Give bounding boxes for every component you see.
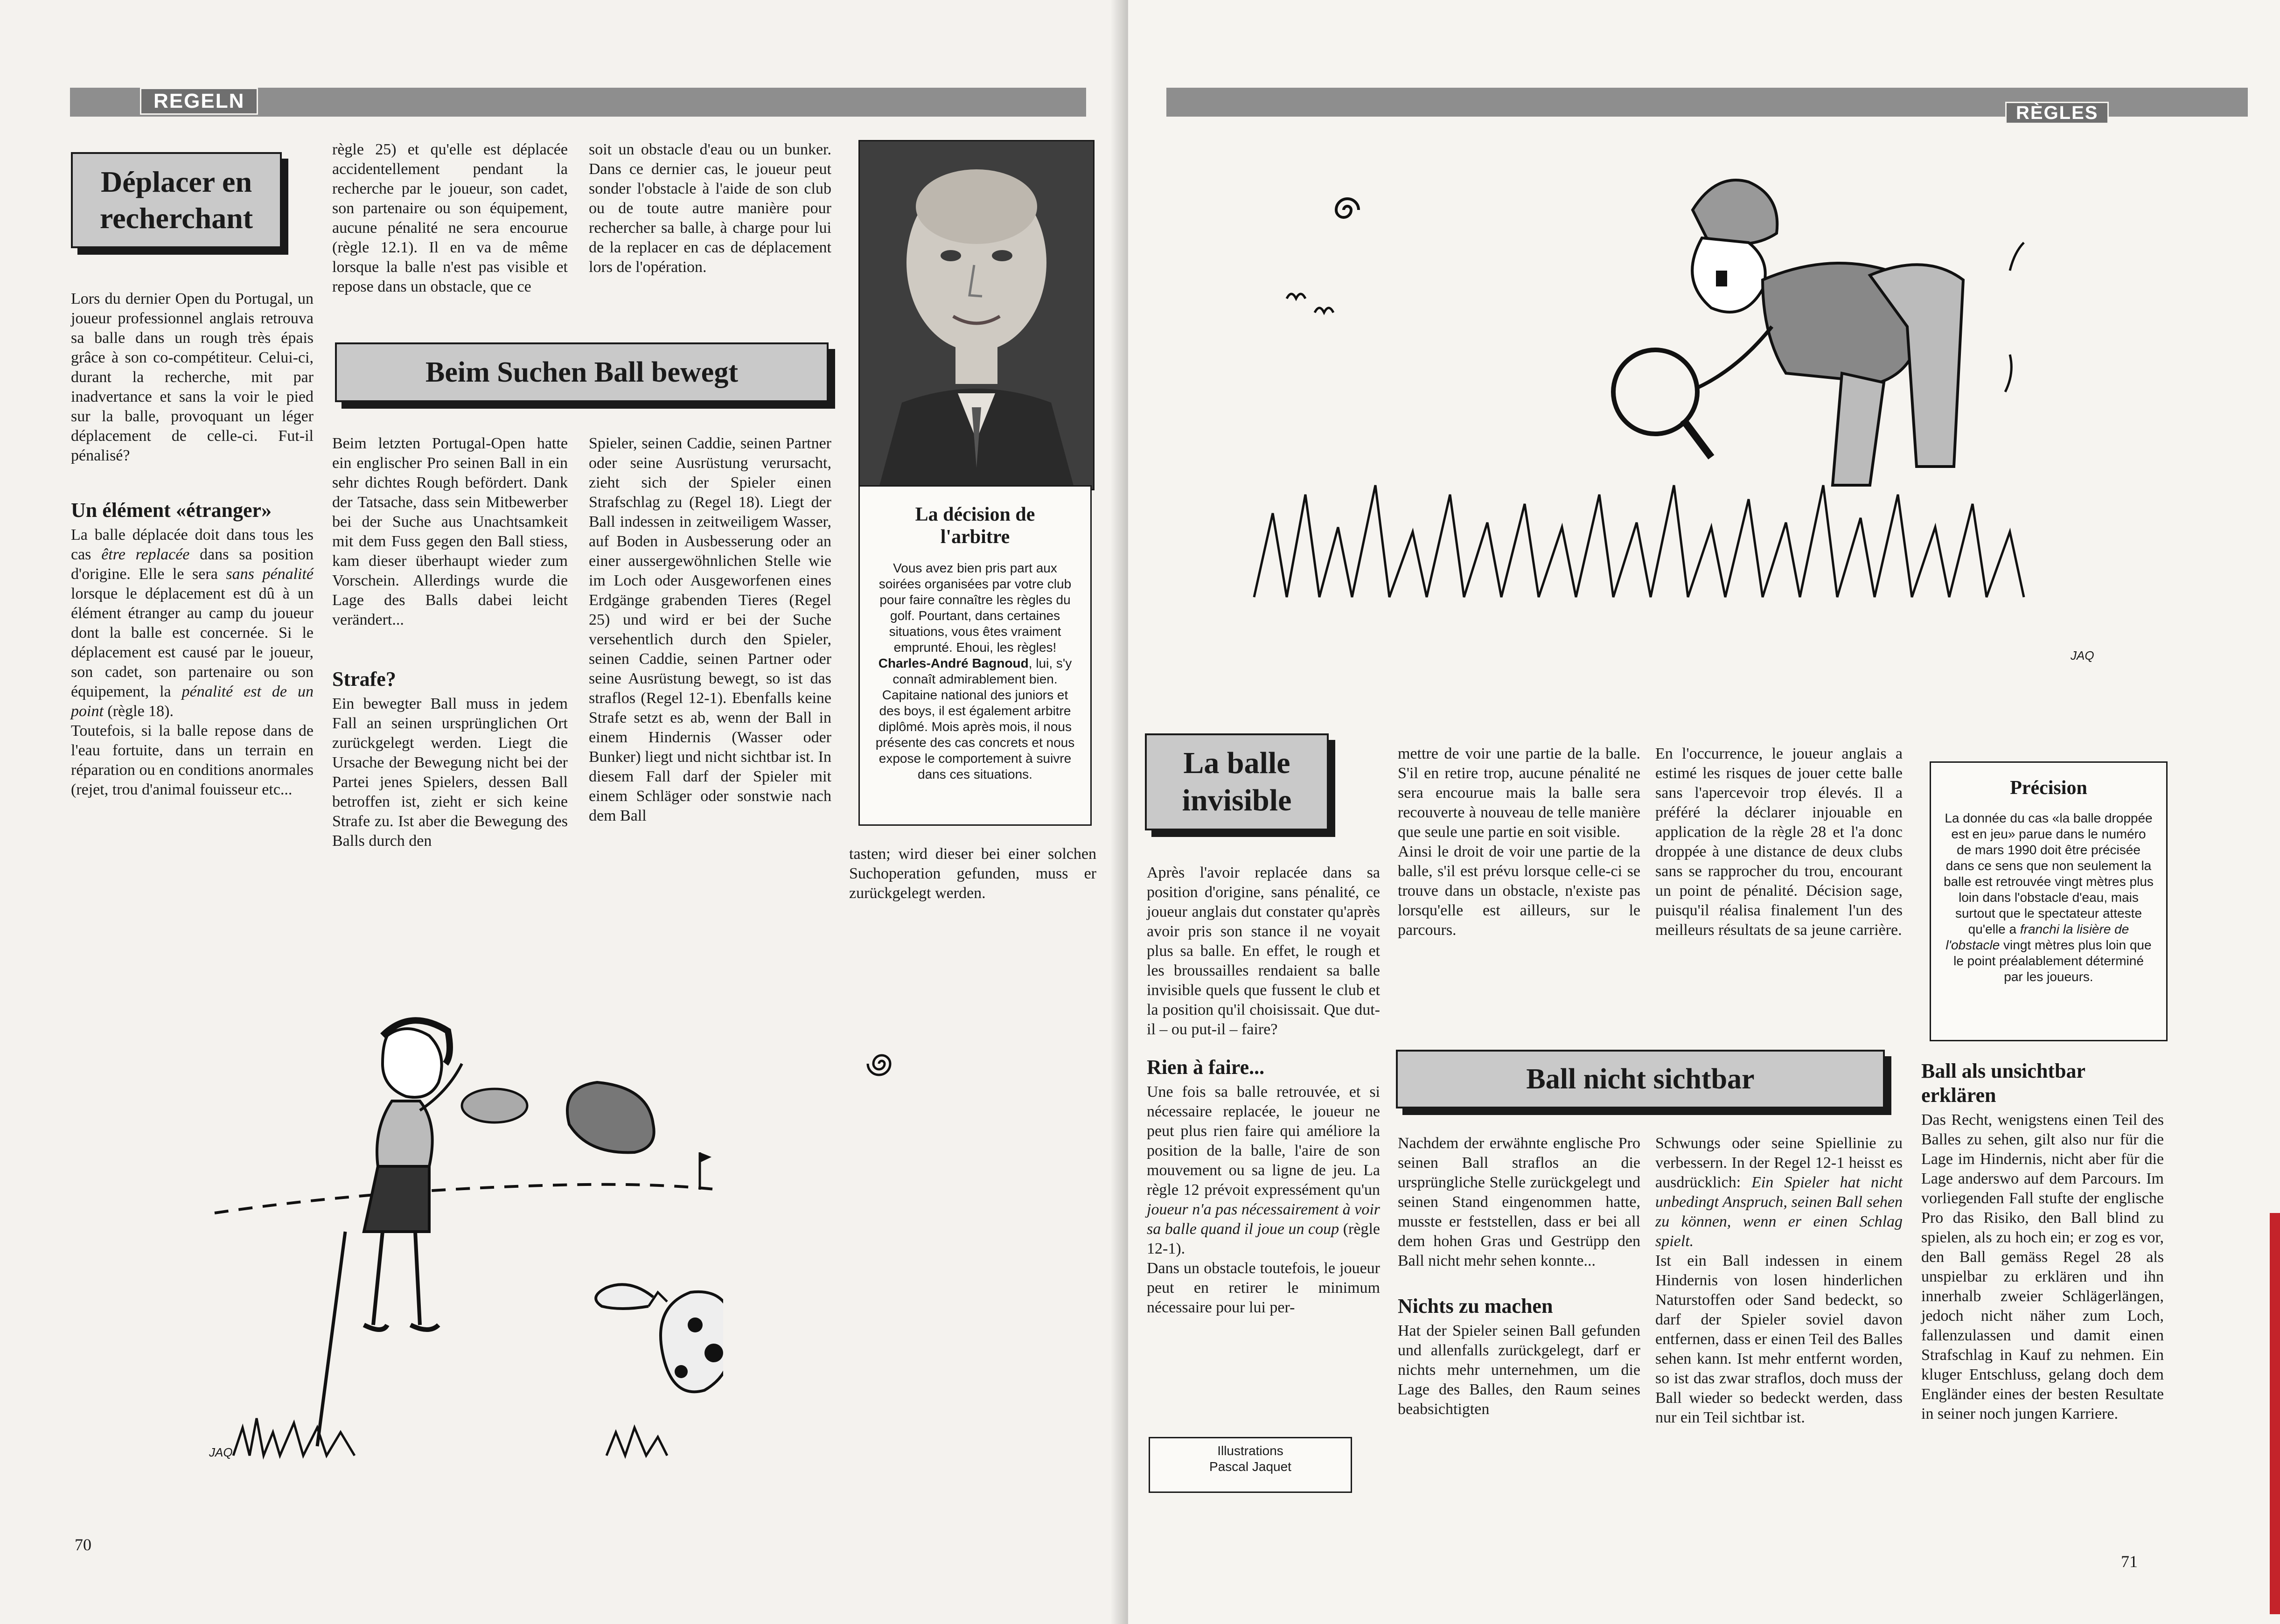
article-title-fr-right-text: La balle invisible — [1182, 746, 1292, 817]
illustration-credit-box — [1149, 1437, 1352, 1493]
de-right-subhead-2: Ball als unsichtbar erklären — [1921, 1059, 2085, 1107]
de-subhead: Strafe? — [332, 668, 396, 690]
de-column-2 — [589, 434, 831, 826]
fr-right-subhead: Rien à faire... — [1147, 1056, 1265, 1079]
de-col1-text: Beim letzten Portugal-Open hatte ein englischer Pro seinen Ball in ein sehr dichtes Rough befördert. Dank der Tatsache, dass sein Mitbewerber bei der Suche aus Unachtsamkeit mit dem Fuss gegen den Ball stiess, kam dieser überhaupt wieder zum Vorschein. Allerdings wurde die Lage des Balls dabei leicht verändert... — [332, 435, 568, 628]
article-title-de-right — [1396, 1050, 1885, 1108]
fr-right-col2-p2: Ainsi le droit de voir une partie de la balle, s'il est prévu lorsque celle-ci se trouve dans un obstacle, n'existe pas lorsqu'elle est ailleurs, sur le parcours. — [1398, 843, 1640, 939]
de-column-1 — [332, 434, 568, 851]
cartoon-woman-and-dog — [187, 970, 723, 1507]
page-number-left: 70 — [75, 1535, 91, 1554]
de-right-col3-text: Das Recht, wenigstens einen Teil des Balles zu sehen, gilt also nur für die Lage im Hindernis, nicht aber für die Lage anderswo auf dem Parcours. Im vorliegenden Fall stufte der englische Pro das Risiko, den Ball blind zu spielen, als zu hoch ein; er zog es vor, den Ball gemäss Regel 28 als unspielbar zu erklären und ihn innerhalb zweier Schlägerlängen, jedoch nicht näher zum Loch, fallenzulassen und damit einen Strafschlag in Kauf zu nehmen. Ein kluger Entschluss, gelang doch dem Engländer eines der besten Resultate in seiner noch jungen Karriere. — [1921, 1111, 2164, 1422]
de-column-3 — [849, 844, 1096, 903]
de-right-column-1 — [1398, 1134, 1640, 1419]
fr-right-paragraph-2: Une fois sa balle retrouvée, et si nécessaire replacée, le joueur ne peut plus rien faire qui améliore la position de la balle, l'aire de son mouvement ou sa ligne de jeu. La règle 12 prévoit expressément qu'un joueur n'a pas nécessairement à voir sa balle quand il joue un coup (règle 12-1). — [1147, 1083, 1380, 1257]
de-right-col2-p1: Schwungs oder seine Spiellinie zu verbessern. In der Regel 12-1 heisst es ausdrücklich: Ein Spieler hat nicht unbedingt Anspruch, seinen Ball sehen zu können, wenn er einen Schlag spielt. — [1655, 1135, 1903, 1250]
fr-col3-text: soit un obstacle d'eau ou un bunker. Dans ce dernier cas, le joueur peut sonder l'obstacle à l'aide de son club ou de toute autre manière pour rechercher sa balle, à charge pour lui de la replacer en cas de déplacement lors de l'opération. — [589, 141, 831, 276]
fr-paragraph-2: La balle déplacée doit dans tous les cas être replacée dans sa position d'origine. Elle le sera sans pénalité lorsque le déplacement est dû à un élément étranger au camp du joueur dont la balle est concernée. Si le déplacement est causé par le joueur, son cadet, son partenaire ou son équipement, la pénalité est de un point (règle 18). — [71, 526, 314, 720]
fr-intro: Lors du dernier Open du Portugal, un joueur professionnel anglais retrouva sa balle dans un rough très épais grâce à son co-compétiteur. Celui-ci, durant la recherche, mit par inadvertance et sans la voir le pied sur la balle, provoquant un léger déplacement de celle-ci. Fut-il pénalisé? — [71, 290, 314, 464]
fr-column-1 — [71, 289, 314, 800]
section-tag-right: RÈGLES — [2005, 102, 2109, 124]
fr-right-col3-text: En l'occurrence, le joueur anglais a estimé les risques de jouer cette balle sans l'apercevoir trop élevés. Il a préféré la déclarer injouable en application de la règle 28 et l'a donc droppée à une distance de deux clubs sans se rapprocher du trou, encourant un point de pénalité. Décision sage, puisqu'il réalisa finalement l'un des meilleurs résultats de sa jeune carrière. — [1655, 745, 1903, 939]
credit-line-2: Pascal Jaquet — [1209, 1459, 1291, 1474]
de-right-subhead-1: Nichts zu machen — [1398, 1295, 1553, 1317]
de-col3-text: tasten; wird dieser bei einer solchen Suchoperation gefunden, muss er zurückgelegt werden. — [849, 845, 1096, 902]
article-title-de-text: Beim Suchen Ball bewegt — [425, 356, 738, 388]
article-title-fr-text: Déplacer en recherchant — [99, 165, 253, 235]
fr-right-column-1 — [1147, 863, 1380, 1317]
fr-right-intro: Après l'avoir replacée dans sa position d'origine, sans pénalité, ce joueur anglais dut constater qu'après avoir pris son stance il ne voyait plus sa balle. En effet, le rough et les broussailles rendaient sa balle invisible quels que fussent le club et la position qu'il choisissait. Que dut-il – ou put-il – faire? — [1147, 864, 1380, 1038]
illustrator-signature-left: JAQ — [209, 1445, 233, 1459]
fr-subhead: Un élément «étranger» — [71, 499, 272, 522]
right-page — [1128, 0, 2280, 1624]
illustrator-signature-right: JAQ — [2071, 648, 2094, 662]
page-edge-red-strip — [2270, 1213, 2280, 1614]
de-right-column-2 — [1655, 1134, 1903, 1428]
referee-caption-box — [858, 485, 1092, 826]
article-title-de — [335, 342, 829, 402]
fr-right-column-2 — [1398, 744, 1640, 940]
credit-line-1: Illustrations — [1217, 1443, 1283, 1458]
spiral-icon — [863, 1045, 900, 1082]
fr-right-col2-p1: mettre de voir une partie de la balle. S'il en retire trop, aucune pénalité ne sera encourue mais la balle sera recouverte à nouveau de telle manière que seule une partie en soit visible. — [1398, 745, 1640, 841]
referee-name: Charles-André Bagnoud — [878, 656, 1029, 670]
portrait-illustration — [860, 141, 1093, 489]
fr-right-paragraph-3: Dans un obstacle toutefois, le joueur peut en retirer le minimum nécessaire pour lui per- — [1147, 1260, 1380, 1316]
de-right-col1-p1: Nachdem der erwähnte englische Pro seinen Ball straflos an die ursprüngliche Stelle zurückgelegt und seinen Stand eingenommen hatte, musste er feststellen, dass er bei all dem hohen Gras und Gestrüpp den Ball nicht mehr sehen konnte... — [1398, 1135, 1640, 1269]
referee-caption-title: La décision de l'arbitre — [915, 504, 1035, 548]
page-number-right: 71 — [2121, 1552, 2138, 1571]
section-tag: REGELN — [140, 88, 258, 115]
de-right-col1-p2: Hat der Spieler seinen Ball gefunden und allenfalls zurückgelegt, darf er nichts mehr unternehmen, um die Lage des Balles, den Raum seines beabsichtigten — [1398, 1322, 1640, 1418]
article-title-fr — [71, 152, 282, 248]
precision-box — [1930, 761, 2168, 1041]
article-title-de-right-text: Ball nicht sichtbar — [1526, 1063, 1755, 1095]
article-title-fr-right — [1145, 733, 1329, 830]
referee-caption-body: Vous avez bien pris part aux soirées organisées par votre club pour faire connaître les règles du golf. Pourtant, dans certaines situations, vous êtes vraiment emprunté. Ehoui, les règles! Charles-André Bagnoud, lui, s'y connaît admirablement bien. Capitaine national des juniors et des boys, il est également arbitre diplômé. Mois après mois, il nous présente des cas concrets et nous expose le comportement à suivre dans ces situations. — [875, 561, 1075, 781]
de-right-column-3 — [1921, 1059, 2164, 1424]
left-page — [0, 0, 1128, 1624]
referee-portrait-photo — [858, 140, 1095, 490]
fr-paragraph-3: Toutefois, si la balle repose dans de l'eau fortuite, dans un terrain en réparation ou en conditions anormales (rejet, trou d'animal fouisseur etc... — [71, 722, 314, 798]
fr-right-column-3 — [1655, 744, 1903, 940]
de-right-col2-p2: Ist ein Ball indessen in einem Hindernis von losen hinderlichen Naturstoffen oder Sand bedeckt, so darf der Spieler soviel davon entfernen, dass er einen Teil des Balles sehen kann. Ist mehr entfernt worden, so ist das zwar straflos, doch muss der Ball wieder so bedeckt werden, dass nur ein Teil sichtbar ist. — [1655, 1252, 1903, 1426]
precision-body: La donnée du cas «la balle droppée est en jeu» parue dans le numéro de mars 1990 doit être précisée dans ce sens que non seulement la balle est retrouvée vingt mètres plus loin dans l'obstacle d'eau, mais surtout que le spectateur atteste qu'elle a franchi la lisière de l'obstacle vingt mètres plus loin que le point préalablement déterminé par les joueurs. — [1944, 811, 2154, 984]
cartoon-detective-searching — [1198, 131, 2085, 667]
de-col2-text: Spieler, seinen Caddie, seinen Partner oder seine Ausrüstung verursacht, zieht sich der Spieler einen Strafschlag zu (Regel 18). Liegt der Ball indessen in zeitweiligem Wasser, auf Boden in Ausbesserung oder an einer aussergewöhnlichen Stelle wie im Loch oder Ausgeworfenen eines Erdgänge grabenden Tieres (Regel 25) und wird er bei der Suche versehentlich durch den Spieler, seinen Caddie, seinen Partner oder seine Ausrüstung bewegt, so ist das straflos (Regel 12-1). Ebenfalls keine Strafe setzt es ab, wenn der Ball in einem Hindernis (Wasser oder Bunker) liegt und nicht sichtbar ist. In diesem Fall darf der Spieler mit einem Schläger oder sonstwie nach dem Ball — [589, 435, 831, 824]
fr-column-2 — [332, 140, 568, 297]
fr-column-3 — [589, 140, 831, 277]
de-col1-paragraph-2: Ein bewegter Ball muss in jedem Fall an seinen ursprünglichen Ort zurückgelegt werden. Liegt die Ursache der Bewegung nicht bei der Partei jenes Spielers, dessen Ball betroffen ist, zieht er sich keine Strafe zu. Ist aber die Bewegung des Balls durch den — [332, 695, 568, 850]
precision-title: Précision — [2010, 777, 2087, 799]
fr-col2-text: règle 25) et qu'elle est déplacée accidentellement pendant la recherche par le joueur, son cadet, son partenaire ou son équipement, aucune pénalité ne sera encourue (règle 12.1). Il en va de même lorsque la balle n'est pas visible et repose dans un obstacle, que ce — [332, 141, 568, 295]
